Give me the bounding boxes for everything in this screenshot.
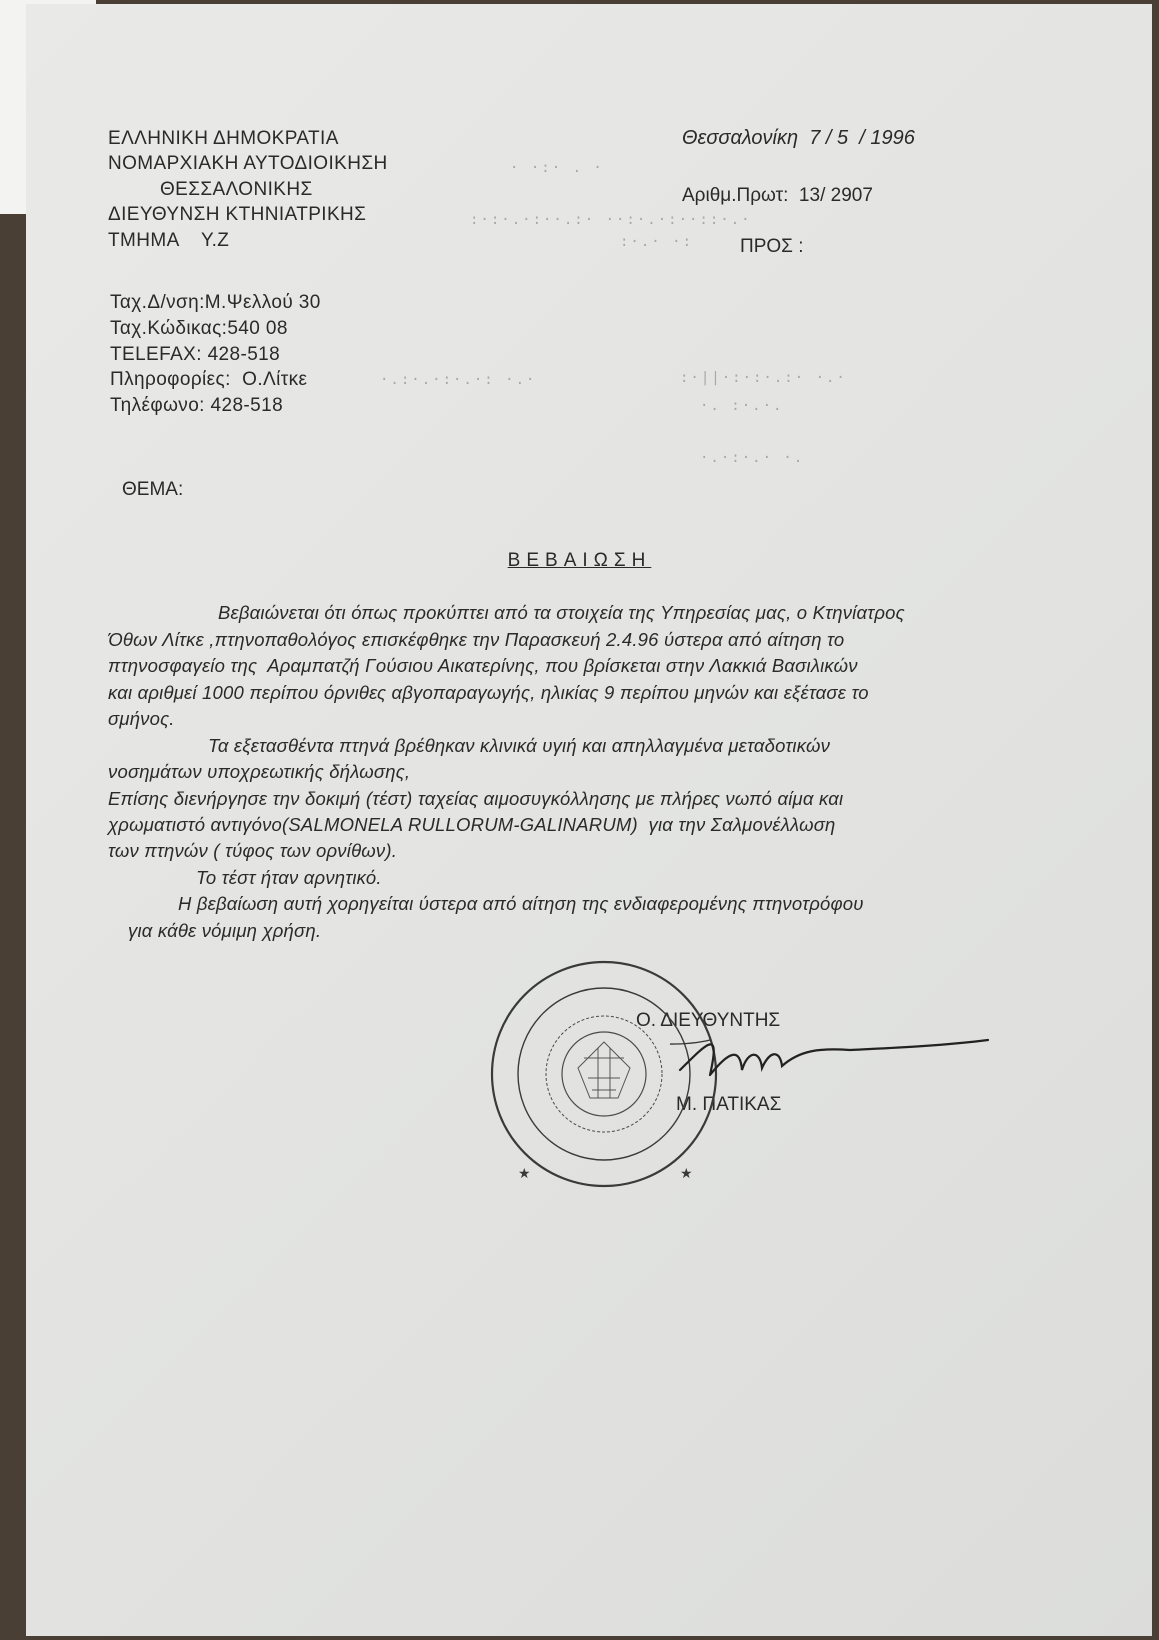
org-line-4: ΔΙΕΥΘΥΝΣΗ ΚΤΗΝΙΑΤΡΙΚΗΣ xyxy=(108,204,367,225)
recipient-label: ΠΡΟΣ : xyxy=(740,236,804,257)
protocol-number: Αριθμ.Πρωτ: 13/ 2907 xyxy=(682,185,873,206)
body-line: Όθων Λίτκε ,πτηνοπαθολόγος επισκέφθηκε την Παρασκευή 2.4.96 ύστερα από αίτηση το xyxy=(108,629,845,650)
contact-telefax: TELEFAX: 428-518 xyxy=(110,344,281,365)
copy-noise: :·||·:·:·.:· ·.· xyxy=(680,370,847,386)
org-line-3: ΘΕΣΣΑΛΟΝΙΚΗΣ xyxy=(160,179,313,200)
signature-icon xyxy=(670,1020,1000,1090)
contact-address: Ταχ.Δ/νση:Μ.Ψελλού 30 xyxy=(110,292,321,313)
signatory-role: Ο. ΔΙΕΥΘΥΝΤΗΣ xyxy=(636,1010,781,1031)
body-line: νοσημάτων υποχρεωτικής δήλωσης, xyxy=(108,761,411,782)
org-line-2: ΝΟΜΑΡΧΙΑΚΗ ΑΥΤΟΔΙΟΙΚΗΣΗ xyxy=(108,153,388,174)
signatory-name: Μ. ΠΑΤΙΚΑΣ xyxy=(676,1094,782,1115)
copy-noise: ·.:·.·:·.·: ·.· xyxy=(380,372,537,388)
org-line-5: ΤΜΗΜΑ Υ.Ζ xyxy=(108,230,230,251)
subject-label: ΘΕΜΑ: xyxy=(122,479,184,500)
body-line: χρωματιστό αντιγόνο(SALMONELA RULLORUM-GALINARUM) για την Σαλμονέλλωση xyxy=(108,814,836,835)
copy-noise: :·:·.·:··.:· ··:·.·:··::·.· xyxy=(470,212,752,228)
document-title: ΒΕΒΑΙΩΣΗ xyxy=(507,550,652,571)
body-line: Η βεβαίωση αυτή χορηγείται ύστερα από αίτηση της ενδιαφερομένης πτηνοτρόφου xyxy=(178,893,864,914)
body-line: και αριθμεί 1000 περίπου όρνιθες αβγοπαραγωγής, ηλικίας 9 περίπου μηνών και εξέτασε το xyxy=(108,682,869,703)
body-line: Το τέστ ήταν αρνητικό. xyxy=(196,867,382,888)
copy-noise: ·.·:·.· ·. xyxy=(700,450,805,466)
body-line: σμήνος. xyxy=(108,708,175,729)
copy-noise: :·.· ·: xyxy=(620,234,694,250)
svg-text:★: ★ xyxy=(680,1165,693,1181)
body-line: Επίσης διενήργησε την δοκιμή (τέστ) ταχείας αιμοσυγκόλλησης με πλήρες νωπό αίμα και xyxy=(108,788,844,809)
body-line: των πτηνών ( τύφος των ορνίθων). xyxy=(108,840,398,861)
place-date: Θεσσαλονίκη 7 / 5 / 1996 xyxy=(682,127,915,149)
contact-postal-code: Ταχ.Κώδικας:540 08 xyxy=(110,318,288,339)
contact-phone: Τηλέφωνο: 428-518 xyxy=(110,395,284,416)
body-line: πτηνοσφαγείο της Αραμπατζή Γούσιου Αικατερίνης, που βρίσκεται στην Λακκιά Βασιλικών xyxy=(108,655,858,676)
contact-info: Πληροφορίες: Ο.Λίτκε xyxy=(110,369,308,390)
body-line: Βεβαιώνεται ότι όπως προκύπτει από τα στοιχεία της Υπηρεσίας μας, ο Κτηνίατρος xyxy=(218,602,905,623)
org-line-1: ΕΛΛΗΝΙΚΗ ΔΗΜΟΚΡΑΤΙΑ xyxy=(108,128,339,149)
body-line: για κάθε νόμιμη χρήση. xyxy=(128,920,322,941)
svg-text:★: ★ xyxy=(518,1165,531,1181)
body-line: Τα εξετασθέντα πτηνά βρέθηκαν κλινικά υγιή και απηλλαγμένα μεταδοτικών xyxy=(208,735,831,756)
copy-noise: · ·:· . · xyxy=(510,160,604,176)
copy-noise: ·. :·.·. xyxy=(700,398,784,414)
